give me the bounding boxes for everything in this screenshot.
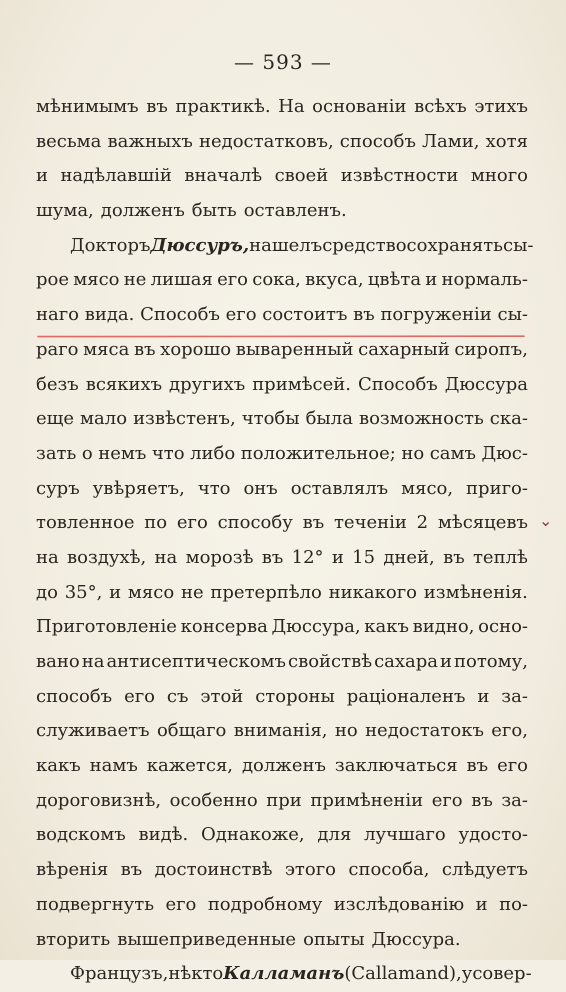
word: подвергнуть xyxy=(36,893,155,915)
word: претерпѣло xyxy=(210,581,322,603)
word: всякихъ xyxy=(85,373,163,395)
word: увѣряетъ, xyxy=(92,477,185,499)
word: вторить xyxy=(36,928,111,950)
word: слѣдуетъ xyxy=(441,859,528,881)
word: антисептическомъ xyxy=(106,651,286,672)
word: Дюссура xyxy=(444,373,528,395)
word: какъ xyxy=(364,616,409,638)
word: при xyxy=(266,789,302,811)
word: практикѣ. xyxy=(175,96,271,117)
word: сы- xyxy=(502,234,534,256)
word: недостатокъ xyxy=(365,720,484,742)
text-line xyxy=(36,229,534,264)
word: извѣстенъ, xyxy=(133,408,236,430)
word: не xyxy=(123,269,147,291)
page-number: — 593 — xyxy=(234,50,332,74)
text-line xyxy=(36,818,528,853)
word: сы- xyxy=(497,304,528,326)
word: въ xyxy=(146,96,168,117)
word: видно, xyxy=(412,616,475,638)
word: Способъ xyxy=(357,373,438,395)
word: вышеприведенные xyxy=(117,928,297,950)
text-line xyxy=(36,472,528,507)
word: съ xyxy=(166,685,189,707)
word: рое xyxy=(36,269,70,291)
word: опыты xyxy=(303,928,365,950)
word: свойствѣ xyxy=(287,651,373,672)
text-line xyxy=(36,541,528,576)
word: сахара xyxy=(374,651,439,672)
word: 15 xyxy=(352,546,376,568)
word: мясо xyxy=(73,269,120,291)
word: подробному xyxy=(207,893,323,915)
word: На xyxy=(278,96,305,117)
word: за- xyxy=(501,685,528,707)
margin-pencil-mark: ⌄ xyxy=(539,511,553,530)
text-line xyxy=(36,610,528,645)
word: вѣренія xyxy=(36,859,109,881)
word: сахарный xyxy=(358,338,450,360)
word: ска- xyxy=(489,408,528,430)
word: никакого xyxy=(328,581,417,603)
word: всѣхъ xyxy=(414,96,467,117)
word: теплѣ xyxy=(472,546,528,568)
word: но xyxy=(334,720,358,742)
word: онъ xyxy=(243,477,278,499)
word: морозѣ xyxy=(185,546,254,568)
word: вываренный xyxy=(235,338,354,360)
word: Дюссуръ, xyxy=(150,234,250,256)
word: либо xyxy=(190,442,236,464)
word: немъ xyxy=(98,442,147,464)
word: способъ xyxy=(36,685,113,707)
word: мѣсяцевъ xyxy=(437,512,528,534)
word: своей xyxy=(274,165,329,187)
word: еще xyxy=(36,408,75,430)
word: что xyxy=(197,477,231,499)
word: надѣлавшій xyxy=(60,165,172,187)
word: этой xyxy=(200,685,244,707)
text-line xyxy=(36,368,528,403)
word: дней, xyxy=(383,546,435,568)
word: лучшаго xyxy=(364,824,446,846)
word: мясо xyxy=(127,581,175,603)
word: вкуса, xyxy=(305,269,364,291)
text-line xyxy=(36,714,528,749)
word: о xyxy=(81,442,93,464)
word: дороговизнѣ, xyxy=(36,789,162,811)
word: его, xyxy=(491,720,528,742)
word: въ xyxy=(302,512,325,534)
text-line xyxy=(36,576,528,611)
word: безъ xyxy=(36,373,79,395)
word: шума, xyxy=(36,200,94,222)
word: вида. xyxy=(84,304,135,326)
word: изслѣдованію xyxy=(333,893,465,915)
word: Лами, xyxy=(422,130,480,152)
word: усовер- xyxy=(461,963,532,985)
word: Французъ, xyxy=(70,963,169,985)
word: видѣ. xyxy=(138,824,189,846)
word: этихъ xyxy=(474,96,528,117)
word: что xyxy=(151,442,185,464)
word: хотя xyxy=(485,130,528,152)
word: и xyxy=(475,893,488,915)
word: нашелъ xyxy=(249,234,323,256)
word: много xyxy=(470,165,528,187)
word: его xyxy=(165,893,197,915)
word: раціоналенъ xyxy=(346,685,466,707)
word: средство xyxy=(322,234,407,256)
word: на xyxy=(36,546,59,568)
word: не xyxy=(180,581,204,603)
word: мяса xyxy=(83,338,130,360)
word: способа, xyxy=(348,859,430,881)
text-line xyxy=(36,333,528,368)
word: служиваетъ xyxy=(36,720,150,742)
text-line xyxy=(36,194,528,229)
word: основаніи xyxy=(312,96,407,117)
word: воздухѣ, xyxy=(67,546,147,568)
word: раго xyxy=(36,338,79,360)
text-line xyxy=(36,506,528,541)
text-line xyxy=(36,645,528,680)
paragraph xyxy=(36,957,532,992)
word: (Callamand), xyxy=(344,963,462,985)
word: и xyxy=(109,581,122,603)
word: потому, xyxy=(454,651,528,672)
word: въ xyxy=(120,859,143,881)
word: стороны xyxy=(255,685,335,707)
word: его xyxy=(225,304,257,326)
word: примѣненіи xyxy=(310,789,424,811)
text-line xyxy=(36,923,528,958)
word: и xyxy=(425,269,438,291)
word: Дюссура, xyxy=(271,616,361,638)
text-line xyxy=(36,298,528,333)
text-line xyxy=(36,402,528,437)
word: Докторъ xyxy=(70,234,151,256)
word: товленное xyxy=(36,512,135,534)
word: въ xyxy=(133,338,156,360)
word: и xyxy=(36,165,48,187)
word: какъ xyxy=(36,755,81,777)
word: Дюс- xyxy=(481,442,528,464)
word: вано xyxy=(36,651,80,672)
word: намъ xyxy=(89,755,138,777)
word: и xyxy=(477,685,490,707)
word: наго xyxy=(36,304,79,326)
word: по- xyxy=(499,893,528,915)
word: долженъ xyxy=(100,200,185,222)
text-line xyxy=(36,680,528,715)
text-line xyxy=(36,159,528,194)
word: заключаться xyxy=(334,755,458,777)
word: оставлялъ xyxy=(290,477,389,499)
text-line xyxy=(36,90,528,125)
word: удосто- xyxy=(458,824,528,846)
word: вначалѣ xyxy=(184,165,263,187)
word: на xyxy=(154,546,178,568)
text-line xyxy=(36,437,528,472)
word: нѣкто xyxy=(168,963,224,985)
word: была xyxy=(305,408,353,430)
text-line xyxy=(36,784,528,819)
word: самъ xyxy=(429,442,476,464)
word: мало xyxy=(80,408,128,430)
paragraph xyxy=(36,229,534,957)
word: приго- xyxy=(466,477,528,499)
word: особенно xyxy=(169,789,258,811)
word: погруженіи xyxy=(380,304,492,326)
word: общаго xyxy=(156,720,227,742)
word: Способъ xyxy=(140,304,220,326)
word: и xyxy=(331,546,344,568)
text-line xyxy=(36,263,528,298)
word: быть xyxy=(191,200,237,222)
word: водскомъ xyxy=(36,824,126,846)
word: мясо, xyxy=(401,477,454,499)
word: мѣнимымъ xyxy=(36,96,139,117)
word: теченіи xyxy=(333,512,407,534)
word: зать xyxy=(36,442,77,464)
word: по xyxy=(144,512,168,534)
word: сохранять xyxy=(406,234,503,256)
word: весьма xyxy=(36,130,102,152)
word: этого xyxy=(284,859,336,881)
word: въ xyxy=(471,789,493,811)
word: долженъ xyxy=(241,755,326,777)
word: состоитъ xyxy=(262,304,348,326)
word: но xyxy=(401,442,425,464)
word: нормаль- xyxy=(441,269,528,291)
word: 2 xyxy=(416,512,429,534)
text-line xyxy=(36,853,528,888)
word: на xyxy=(81,651,105,672)
word: оставленъ. xyxy=(243,200,347,222)
text-line xyxy=(36,125,528,160)
word: чтобы xyxy=(241,408,300,430)
word: важныхъ xyxy=(107,130,193,152)
word: вниманія, xyxy=(233,720,328,742)
word: суръ xyxy=(36,477,80,499)
word: лишая xyxy=(150,269,213,291)
word: и xyxy=(440,651,453,672)
word: въ xyxy=(353,304,375,326)
word: его xyxy=(497,755,528,777)
word: въ xyxy=(443,546,465,568)
word: способъ xyxy=(339,130,416,152)
word: измѣненія. xyxy=(423,581,528,603)
word: другихъ xyxy=(169,373,246,395)
word: Дюссура. xyxy=(371,928,461,950)
word: извѣстности xyxy=(340,165,459,187)
word: 35°, xyxy=(64,581,103,603)
word: для xyxy=(317,824,352,846)
word: возможность xyxy=(358,408,484,430)
word: консерва xyxy=(180,616,268,638)
word: Калламанъ xyxy=(223,963,345,985)
word: въ xyxy=(261,546,284,568)
word: его xyxy=(217,269,249,291)
text-line xyxy=(36,888,528,923)
word: его xyxy=(124,685,155,707)
word: его xyxy=(176,512,208,534)
word: за- xyxy=(501,789,528,811)
word: цвѣта xyxy=(367,269,422,291)
word: 12° xyxy=(291,546,324,568)
text-line xyxy=(36,957,532,992)
word: до xyxy=(36,581,58,603)
word: Однакоже, xyxy=(201,824,305,846)
word: Приготовленіе xyxy=(36,616,177,638)
word: недостатковъ, xyxy=(198,130,334,152)
paragraph xyxy=(36,90,528,229)
word: способу xyxy=(217,512,293,534)
word: хорошо xyxy=(160,338,232,360)
word: положительное; xyxy=(240,442,396,464)
word: кажется, xyxy=(146,755,234,777)
word: примѣсей. xyxy=(252,373,352,395)
body-text xyxy=(36,90,534,992)
word: сока, xyxy=(252,269,301,291)
word: въ xyxy=(466,755,489,777)
word: достоинствѣ xyxy=(154,859,273,881)
word: сиропъ, xyxy=(454,338,528,360)
word: его xyxy=(431,789,463,811)
word: осно- xyxy=(478,616,528,638)
text-line xyxy=(36,749,528,784)
